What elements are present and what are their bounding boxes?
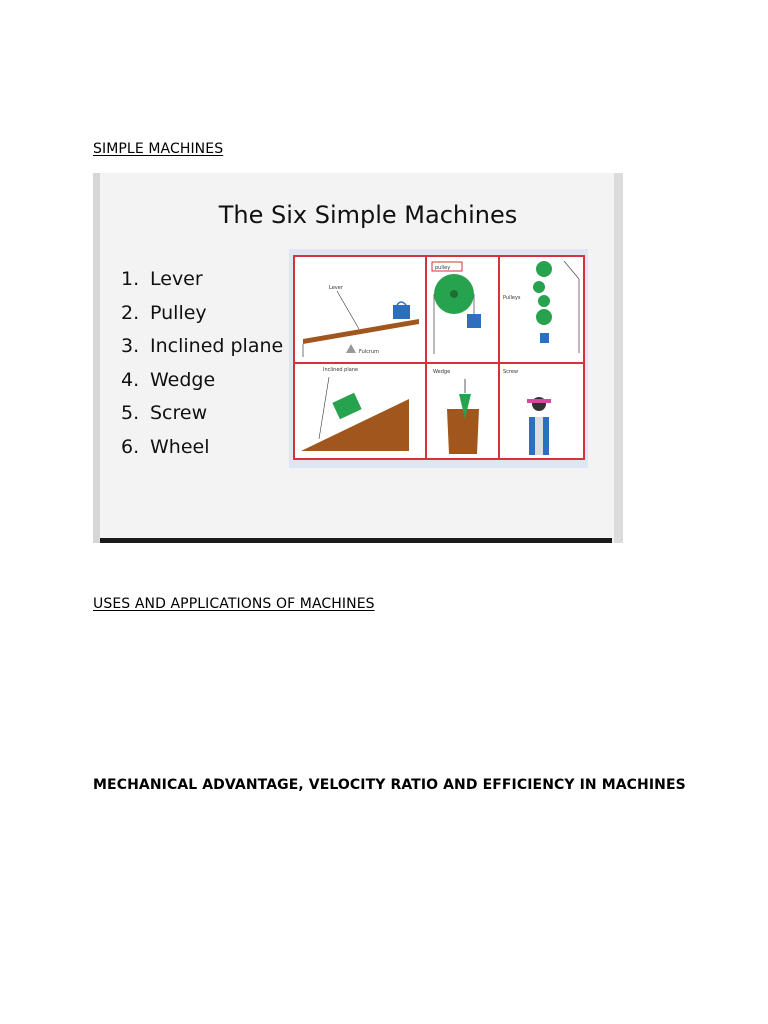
pulleys-label: Pulleys <box>503 295 521 301</box>
list-item: 3. Inclined plane <box>121 335 284 357</box>
figure-title: The Six Simple Machines <box>218 201 518 229</box>
fulcrum-label: Fulcrum <box>359 349 380 355</box>
machines-illustration <box>289 249 588 468</box>
list-item: 6. Wheel <box>121 435 210 458</box>
pulley-label: pulley <box>435 265 451 271</box>
wedge-label: Wedge <box>433 369 451 375</box>
six-simple-machines-figure <box>93 173 623 543</box>
simple-machines-heading: SIMPLE MACHINES <box>93 141 224 157</box>
list-item: 5. Screw <box>121 402 208 424</box>
screw-label: Screw <box>503 369 519 375</box>
figure-bottom-rule <box>100 538 612 543</box>
list-item: 2. Pulley <box>121 301 207 324</box>
mechanical-advantage-heading: MECHANICAL ADVANTAGE, VELOCITY RATIO AND EFFICIENCY IN MACHINES <box>93 777 686 793</box>
machines-illustration-panel <box>289 249 588 468</box>
list-item: 1. Lever <box>121 268 203 290</box>
inclined-plane-label: Inclined plane <box>323 367 359 373</box>
list-item: 4. Wedge <box>121 368 216 391</box>
uses-applications-heading: USES AND APPLICATIONS OF MACHINES <box>93 596 375 612</box>
machines-list <box>121 263 283 464</box>
lever-label: Lever <box>329 285 343 291</box>
